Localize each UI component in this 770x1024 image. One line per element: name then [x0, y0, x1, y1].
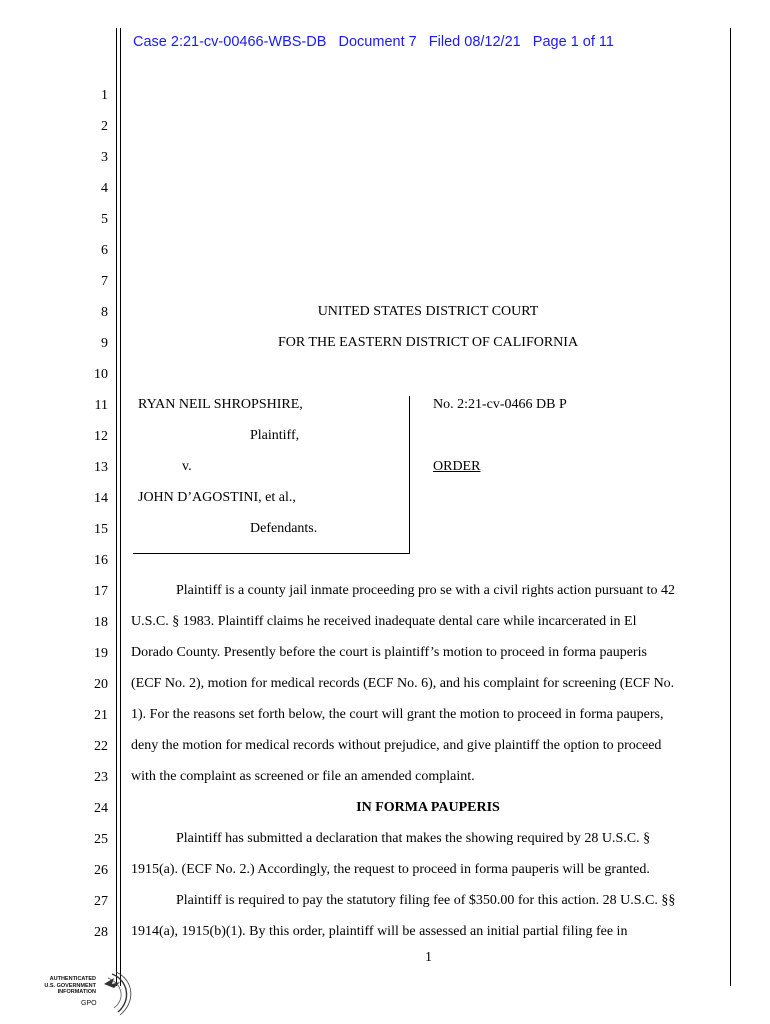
- gpo-text-line: AUTHENTICATED: [49, 976, 96, 982]
- caption-underline: [133, 553, 410, 554]
- gpo-text-line: U.S. GOVERNMENT: [44, 982, 96, 989]
- section-line: 1915(a). (ECF No. 2.) Accordingly, the request to proceed in forma pauperis will be granted.: [131, 862, 650, 877]
- line-number: 8: [101, 305, 108, 320]
- section-line: 1914(a), 1915(b)(1). By this order, plaintiff will be assessed an initial partial filing fee in: [131, 924, 628, 939]
- page-number: 1: [425, 950, 432, 965]
- page-count: Page 1 of 11: [532, 34, 614, 50]
- plaintiff-role: Plaintiff,: [250, 428, 300, 443]
- line-number: 18: [94, 615, 108, 630]
- line-number: 19: [94, 646, 108, 661]
- body-line: Plaintiff is a county jail inmate proceeding pro se with a civil rights action pursuant to 42: [176, 583, 675, 598]
- line-number: 6: [101, 243, 108, 258]
- case-no: No. 2:21-cv-0466 DB P: [433, 397, 567, 412]
- line-number: 17: [94, 584, 108, 599]
- line-number: 28: [94, 925, 108, 940]
- caption-divider: [409, 396, 410, 554]
- left-margin-rule: [116, 28, 117, 986]
- gpo-authentication-text: [40, 976, 96, 996]
- body-line: Dorado County. Presently before the court is plaintiff’s motion to proceed in forma pauperis: [131, 645, 647, 660]
- defendant-role: Defendants.: [250, 521, 318, 536]
- line-number: 25: [94, 832, 108, 847]
- left-margin-rule-inner: [120, 28, 121, 986]
- case-number: Case 2:21-cv-00466-WBS-DB: [133, 34, 327, 50]
- document-number: Document 7: [338, 34, 417, 50]
- section-line: Plaintiff has submitted a declaration that makes the showing required by 28 U.S.C. §: [176, 831, 651, 846]
- line-number: 3: [101, 150, 108, 165]
- plaintiff-name: RYAN NEIL SHROPSHIRE,: [138, 397, 303, 412]
- body-line: with the complaint as screened or file an amended complaint.: [131, 769, 475, 784]
- document-title: ORDER: [433, 459, 481, 474]
- line-number: 16: [94, 553, 108, 568]
- line-number: 27: [94, 894, 108, 909]
- line-number: 20: [94, 677, 108, 692]
- line-number: 13: [94, 460, 108, 475]
- body-line: 1). For the reasons set forth below, the court will grant the motion to proceed in forma paupers,: [131, 707, 664, 722]
- section-heading: IN FORMA PAUPERIS: [356, 800, 500, 815]
- line-number: 7: [101, 274, 108, 289]
- body-line: (ECF No. 2), motion for medical records (ECF No. 6), and his complaint for screening (ECF No.: [131, 676, 675, 691]
- section-line: Plaintiff is required to pay the statutory filing fee of $350.00 for this action. 28 U.S.C. §§: [176, 893, 676, 908]
- line-number: 23: [94, 770, 108, 785]
- line-number: 24: [94, 801, 108, 816]
- court-name: UNITED STATES DISTRICT COURT: [317, 304, 539, 319]
- line-number: 21: [94, 708, 108, 723]
- line-number: 1: [101, 88, 108, 103]
- filing-header: [133, 34, 614, 50]
- body-line: deny the motion for medical records without prejudice, and give plaintiff the option to proceed: [131, 738, 662, 753]
- line-number: 12: [94, 429, 108, 444]
- body-line: U.S.C. § 1983. Plaintiff claims he received inadequate dental care while incarcerated in El: [131, 614, 637, 629]
- gpo-text-line: INFORMATION: [57, 989, 96, 995]
- line-number: 15: [94, 522, 108, 537]
- line-number: 11: [94, 398, 108, 413]
- line-number: 10: [94, 367, 108, 382]
- line-number: 2: [101, 119, 108, 134]
- court-district: FOR THE EASTERN DISTRICT OF CALIFORNIA: [277, 335, 579, 350]
- line-number: 5: [101, 212, 108, 227]
- filed-date: Filed 08/12/21: [428, 34, 521, 50]
- right-margin-rule: [730, 28, 731, 986]
- line-number: 22: [94, 739, 108, 754]
- line-number: 26: [94, 863, 108, 878]
- versus: v.: [182, 459, 192, 474]
- defendant-name: JOHN D’AGOSTINI, et al.,: [138, 490, 296, 505]
- line-number: 14: [94, 491, 108, 506]
- line-number: 4: [101, 181, 108, 196]
- gpo-mark: GPO: [81, 1000, 97, 1007]
- line-number: 9: [101, 336, 108, 351]
